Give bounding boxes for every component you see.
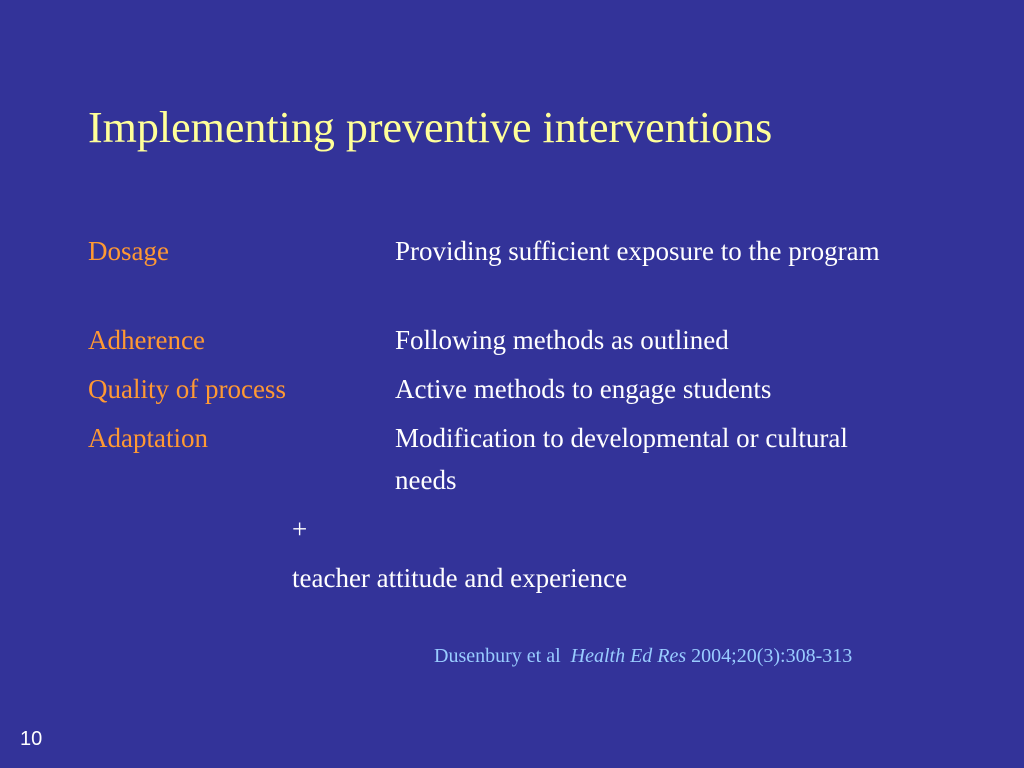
term-label: Adaptation bbox=[88, 423, 208, 453]
slide-title: Implementing preventive interventions bbox=[88, 103, 773, 152]
term-label: Dosage bbox=[88, 236, 169, 266]
plus-sign: + bbox=[292, 514, 308, 544]
citation bbox=[434, 642, 852, 670]
additional-factor: teacher attitude and experience bbox=[292, 563, 628, 593]
citation-details: 2004;20(3):308-313 bbox=[691, 645, 853, 667]
slide-number: 10 bbox=[20, 728, 43, 750]
term-description: Active methods to engage students bbox=[395, 374, 772, 404]
term-description: Providing sufficient exposure to the program bbox=[395, 236, 880, 266]
citation-authors: Dusenbury et al bbox=[434, 645, 561, 667]
term-description: Modification to developmental or cultural needs bbox=[395, 423, 848, 495]
term-label: Quality of process bbox=[88, 374, 286, 404]
term-label: Adherence bbox=[88, 325, 205, 355]
term-description: Following methods as outlined bbox=[395, 325, 729, 355]
citation-journal: Health Ed Res bbox=[570, 645, 687, 667]
